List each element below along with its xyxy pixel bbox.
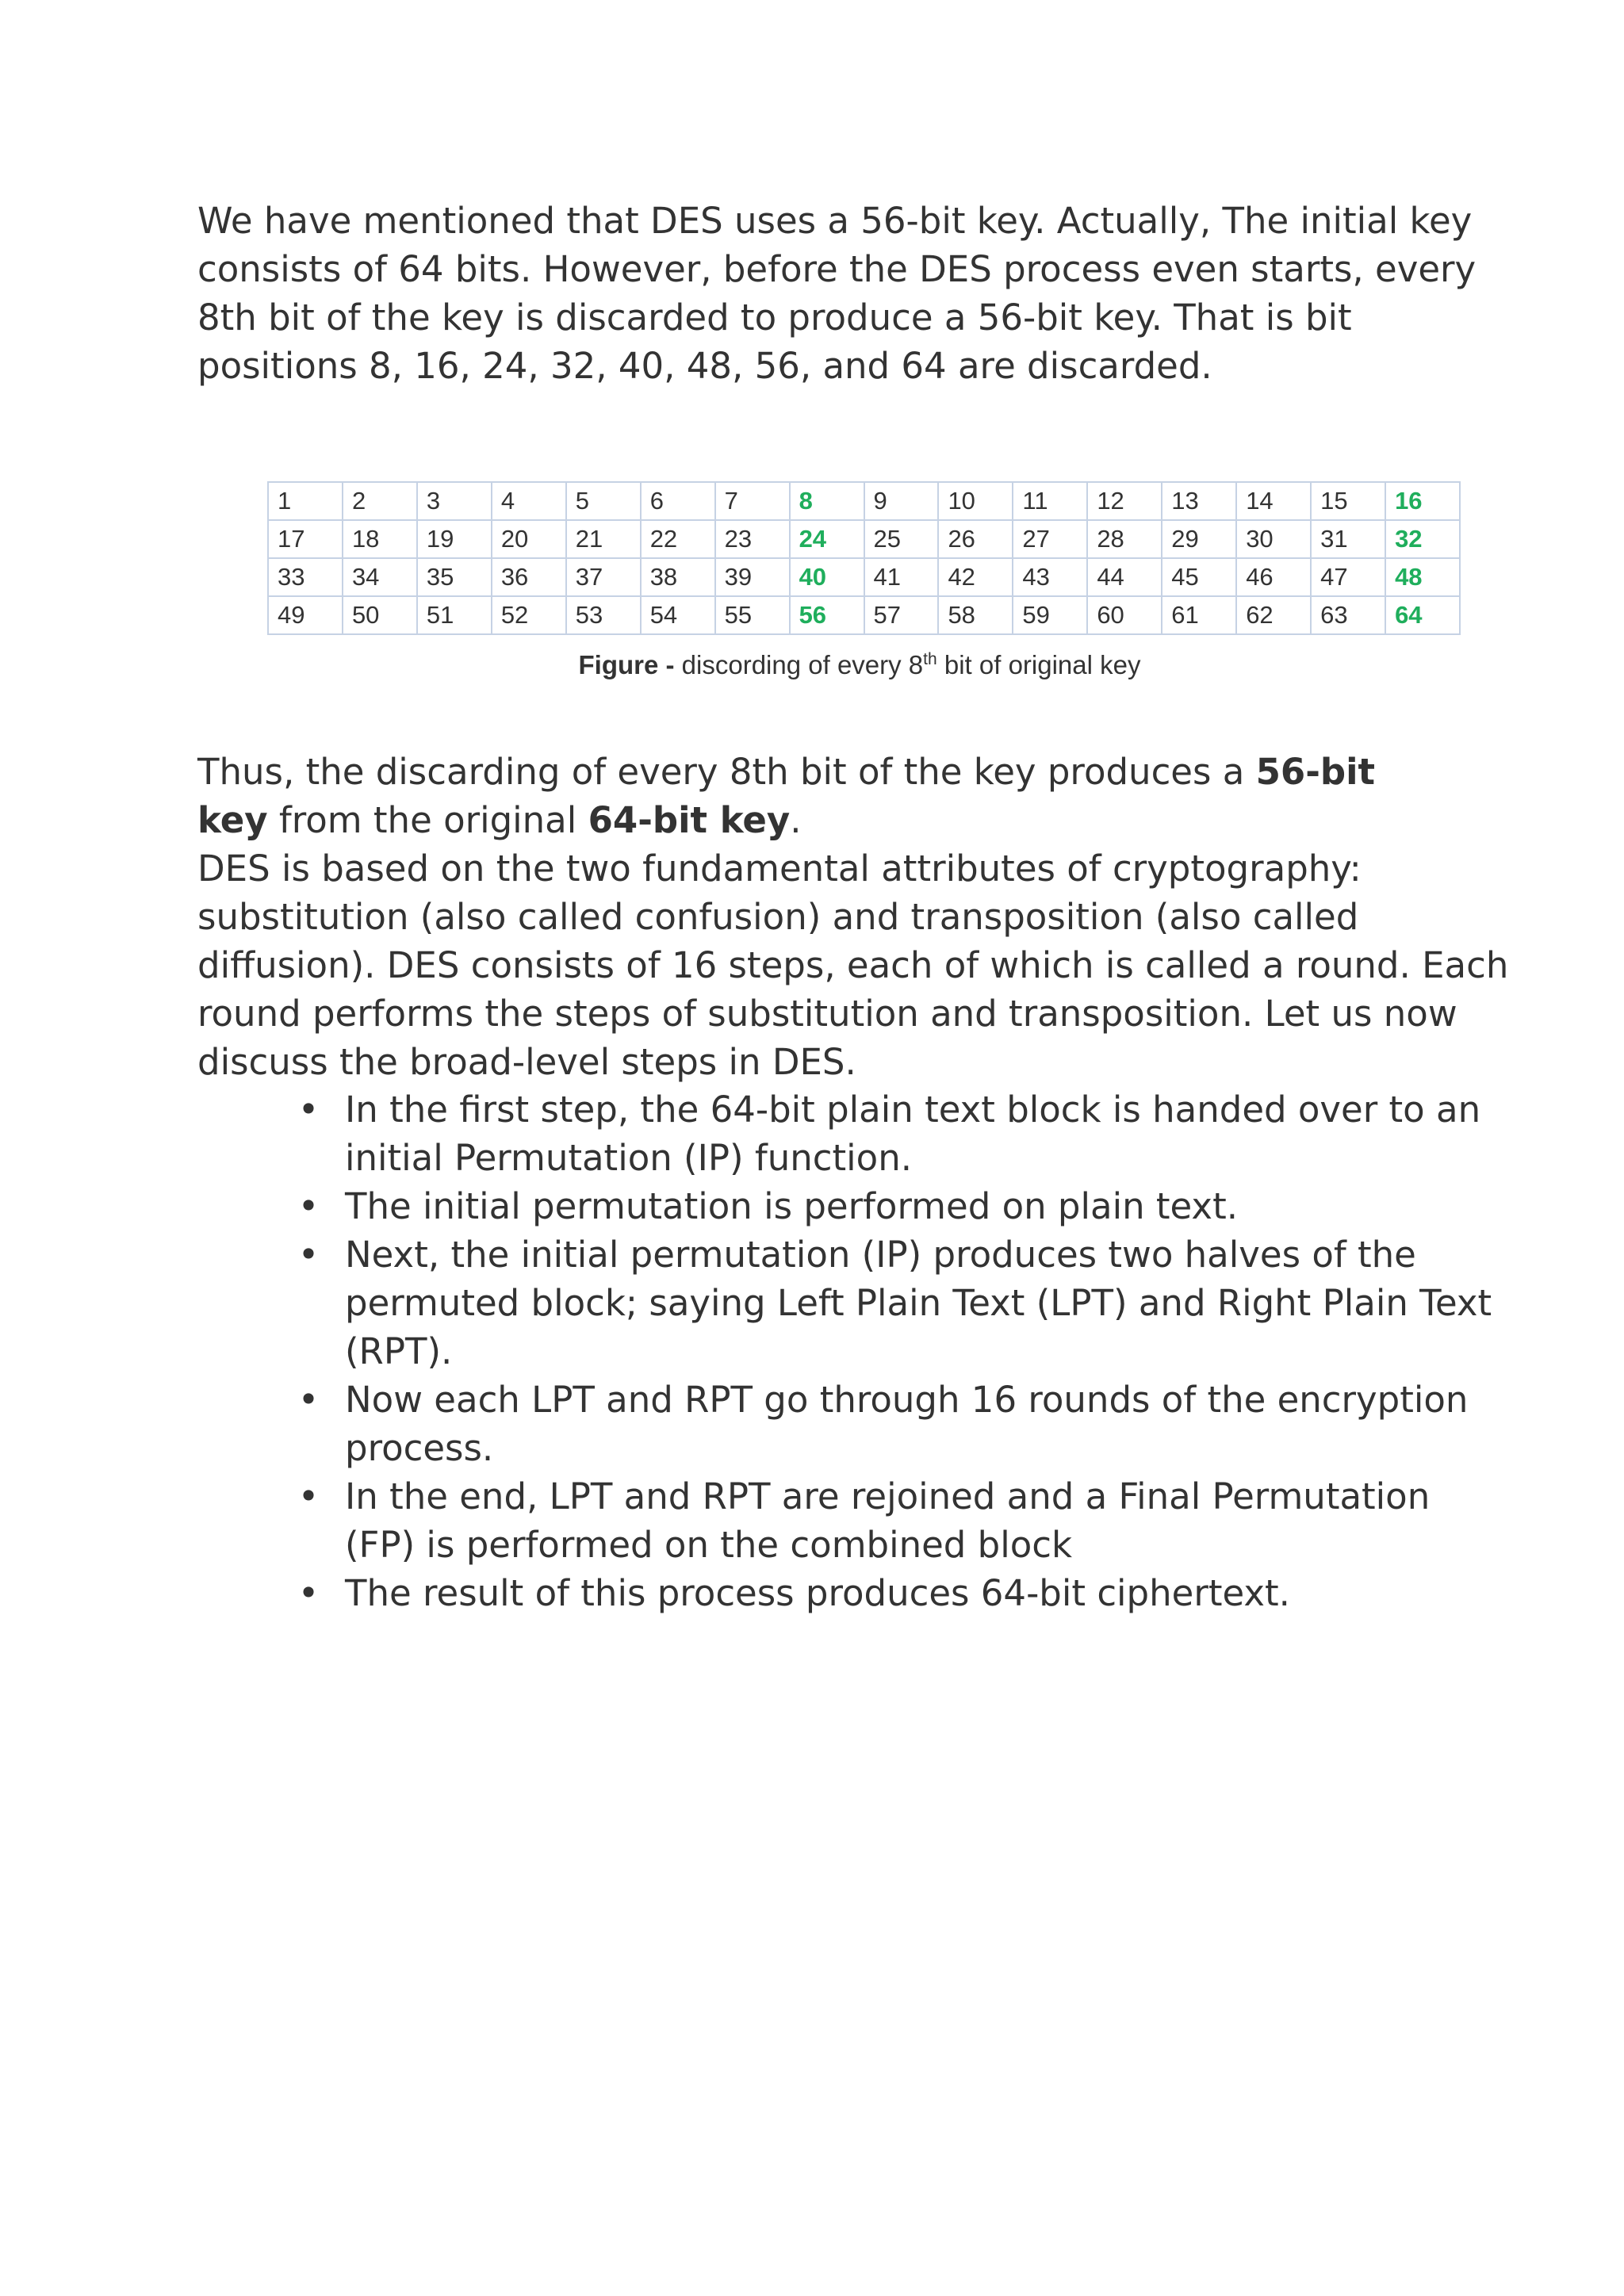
key-bit-cell: 41 (864, 558, 939, 596)
list-item (197, 1182, 1492, 1230)
key-bit-cell: 34 (343, 558, 417, 596)
key-bit-cell: 9 (864, 482, 939, 520)
figure-caption (0, 650, 1624, 680)
key-bit-cell: 11 (1013, 482, 1087, 520)
summary-bold-text: key (197, 799, 268, 841)
key-bit-cell: 17 (268, 520, 343, 558)
key-bit-cell: 35 (417, 558, 492, 596)
bullet-icon: • (297, 1234, 320, 1276)
intro-line: 8th bit of the key is discarded to produce a 56-bit key. That is bit (197, 297, 1352, 339)
summary-line: DES is based on the two fundamental attributes of cryptography: (197, 848, 1362, 890)
key-bit-cell: 29 (1162, 520, 1236, 558)
key-bit-cell: 3 (417, 482, 492, 520)
key-bit-cell: 45 (1162, 558, 1236, 596)
key-bit-table (267, 481, 1461, 635)
bullet-icon: • (297, 1185, 320, 1227)
key-bit-cell: 30 (1236, 520, 1311, 558)
key-bit-cell: 47 (1311, 558, 1385, 596)
discarded-bit-cell: 48 (1385, 558, 1460, 596)
key-table-row (268, 596, 1460, 634)
list-item-text: Next, the initial permutation (IP) produces two halves of the (345, 1234, 1416, 1276)
key-bit-cell: 5 (566, 482, 641, 520)
key-bit-cell: 50 (343, 596, 417, 634)
key-bit-cell: 1 (268, 482, 343, 520)
key-bit-cell: 60 (1087, 596, 1162, 634)
summary-text: . (790, 799, 802, 841)
key-bit-cell: 26 (938, 520, 1013, 558)
summary-bold-text: 56-bit (1255, 751, 1376, 793)
summary-text: from the original (267, 799, 588, 841)
bullet-icon: • (297, 1089, 320, 1131)
summary-line: round performs the steps of substitution and transposition. Let us now (197, 993, 1457, 1035)
key-bit-cell: 52 (492, 596, 566, 634)
key-bit-cell: 10 (938, 482, 1013, 520)
summary-line: substitution (also called confusion) and transposition (also called (197, 896, 1359, 938)
discarded-bit-cell: 40 (790, 558, 864, 596)
intro-paragraph (197, 197, 1477, 390)
key-bit-cell: 54 (641, 596, 715, 634)
discarded-bit-cell: 24 (790, 520, 864, 558)
key-bit-cell: 43 (1013, 558, 1087, 596)
intro-line: consists of 64 bits. However, before the DES process even starts, every (197, 248, 1477, 290)
caption-superscript: th (923, 650, 937, 668)
list-item-text: (FP) is performed on the combined block (345, 1524, 1073, 1566)
key-bit-cell: 28 (1087, 520, 1162, 558)
des-steps-list (197, 1085, 1492, 1617)
list-item (197, 1230, 1492, 1376)
list-item (197, 1376, 1492, 1472)
key-bit-cell: 18 (343, 520, 417, 558)
key-bit-cell: 7 (715, 482, 790, 520)
list-item-text: Now each LPT and RPT go through 16 rounds of the encryption (345, 1379, 1469, 1421)
summary-line: diffusion). DES consists of 16 steps, each of which is called a round. Each (197, 944, 1509, 986)
summary-text: Thus, the discarding of every 8th bit of the key produces a (197, 751, 1256, 793)
list-item (197, 1085, 1492, 1182)
key-bit-cell: 59 (1013, 596, 1087, 634)
list-item-text: The initial permutation is performed on plain text. (345, 1185, 1239, 1227)
key-table-row (268, 558, 1460, 596)
key-bit-cell: 23 (715, 520, 790, 558)
intro-line: We have mentioned that DES uses a 56-bit key. Actually, The initial key (197, 200, 1473, 242)
key-bit-cell: 39 (715, 558, 790, 596)
discarded-bit-cell: 32 (1385, 520, 1460, 558)
key-bit-cell: 14 (1236, 482, 1311, 520)
key-bit-cell: 13 (1162, 482, 1236, 520)
discarded-bit-cell: 8 (790, 482, 864, 520)
list-item (197, 1472, 1492, 1569)
discarded-bit-cell: 16 (1385, 482, 1460, 520)
list-item-text: process. (345, 1427, 494, 1469)
key-bit-cell: 61 (1162, 596, 1236, 634)
key-bit-cell: 49 (268, 596, 343, 634)
key-bit-cell: 25 (864, 520, 939, 558)
key-bit-cell: 63 (1311, 596, 1385, 634)
discarded-bit-cell: 64 (1385, 596, 1460, 634)
key-bit-cell: 15 (1311, 482, 1385, 520)
list-item-text: In the end, LPT and RPT are rejoined and a Final Permutation (345, 1475, 1431, 1517)
list-item-text: The result of this process produces 64-bit ciphertext. (345, 1572, 1290, 1614)
caption-label: Figure - (578, 650, 675, 679)
key-bit-cell: 36 (492, 558, 566, 596)
discarded-bit-cell: 56 (790, 596, 864, 634)
key-bit-cell: 20 (492, 520, 566, 558)
key-bit-cell: 4 (492, 482, 566, 520)
caption-text-end: bit of original key (936, 650, 1141, 679)
key-bit-cell: 42 (938, 558, 1013, 596)
intro-line: positions 8, 16, 24, 32, 40, 48, 56, and 64 are discarded. (197, 345, 1212, 387)
key-bit-cell: 46 (1236, 558, 1311, 596)
key-bit-cell: 31 (1311, 520, 1385, 558)
key-bit-cell: 2 (343, 482, 417, 520)
list-item (197, 1569, 1492, 1617)
key-bit-cell: 58 (938, 596, 1013, 634)
list-item-text: initial Permutation (IP) function. (345, 1137, 913, 1179)
key-table-row (268, 482, 1460, 520)
key-bit-cell: 22 (641, 520, 715, 558)
key-bit-cell: 21 (566, 520, 641, 558)
key-bit-cell: 12 (1087, 482, 1162, 520)
list-item-text: (RPT). (345, 1330, 453, 1372)
list-item-text: permuted block; saying Left Plain Text (LPT) and Right Plain Text (345, 1282, 1492, 1324)
summary-line (197, 796, 1466, 844)
key-bit-cell: 51 (417, 596, 492, 634)
key-bit-cell: 38 (641, 558, 715, 596)
key-bit-cell: 62 (1236, 596, 1311, 634)
caption-text: discording of every 8 (674, 650, 924, 679)
key-bit-cell: 55 (715, 596, 790, 634)
key-bit-cell: 57 (864, 596, 939, 634)
summary-bold-text: 64-bit key (588, 799, 791, 841)
key-bit-cell: 33 (268, 558, 343, 596)
key-bit-cell: 6 (641, 482, 715, 520)
key-bit-cell: 27 (1013, 520, 1087, 558)
bullet-icon: • (297, 1475, 320, 1517)
list-item-text: In the first step, the 64-bit plain text block is handed over to an (345, 1089, 1481, 1131)
key-table-row (268, 520, 1460, 558)
bullet-icon: • (297, 1572, 320, 1614)
key-bit-cell: 44 (1087, 558, 1162, 596)
summary-line: discuss the broad-level steps in DES. (197, 1041, 856, 1083)
summary-paragraph (197, 748, 1509, 1086)
key-bit-cell: 53 (566, 596, 641, 634)
key-bit-cell: 37 (566, 558, 641, 596)
key-bit-cell: 19 (417, 520, 492, 558)
bullet-icon: • (297, 1379, 320, 1421)
summary-line (197, 748, 1466, 796)
